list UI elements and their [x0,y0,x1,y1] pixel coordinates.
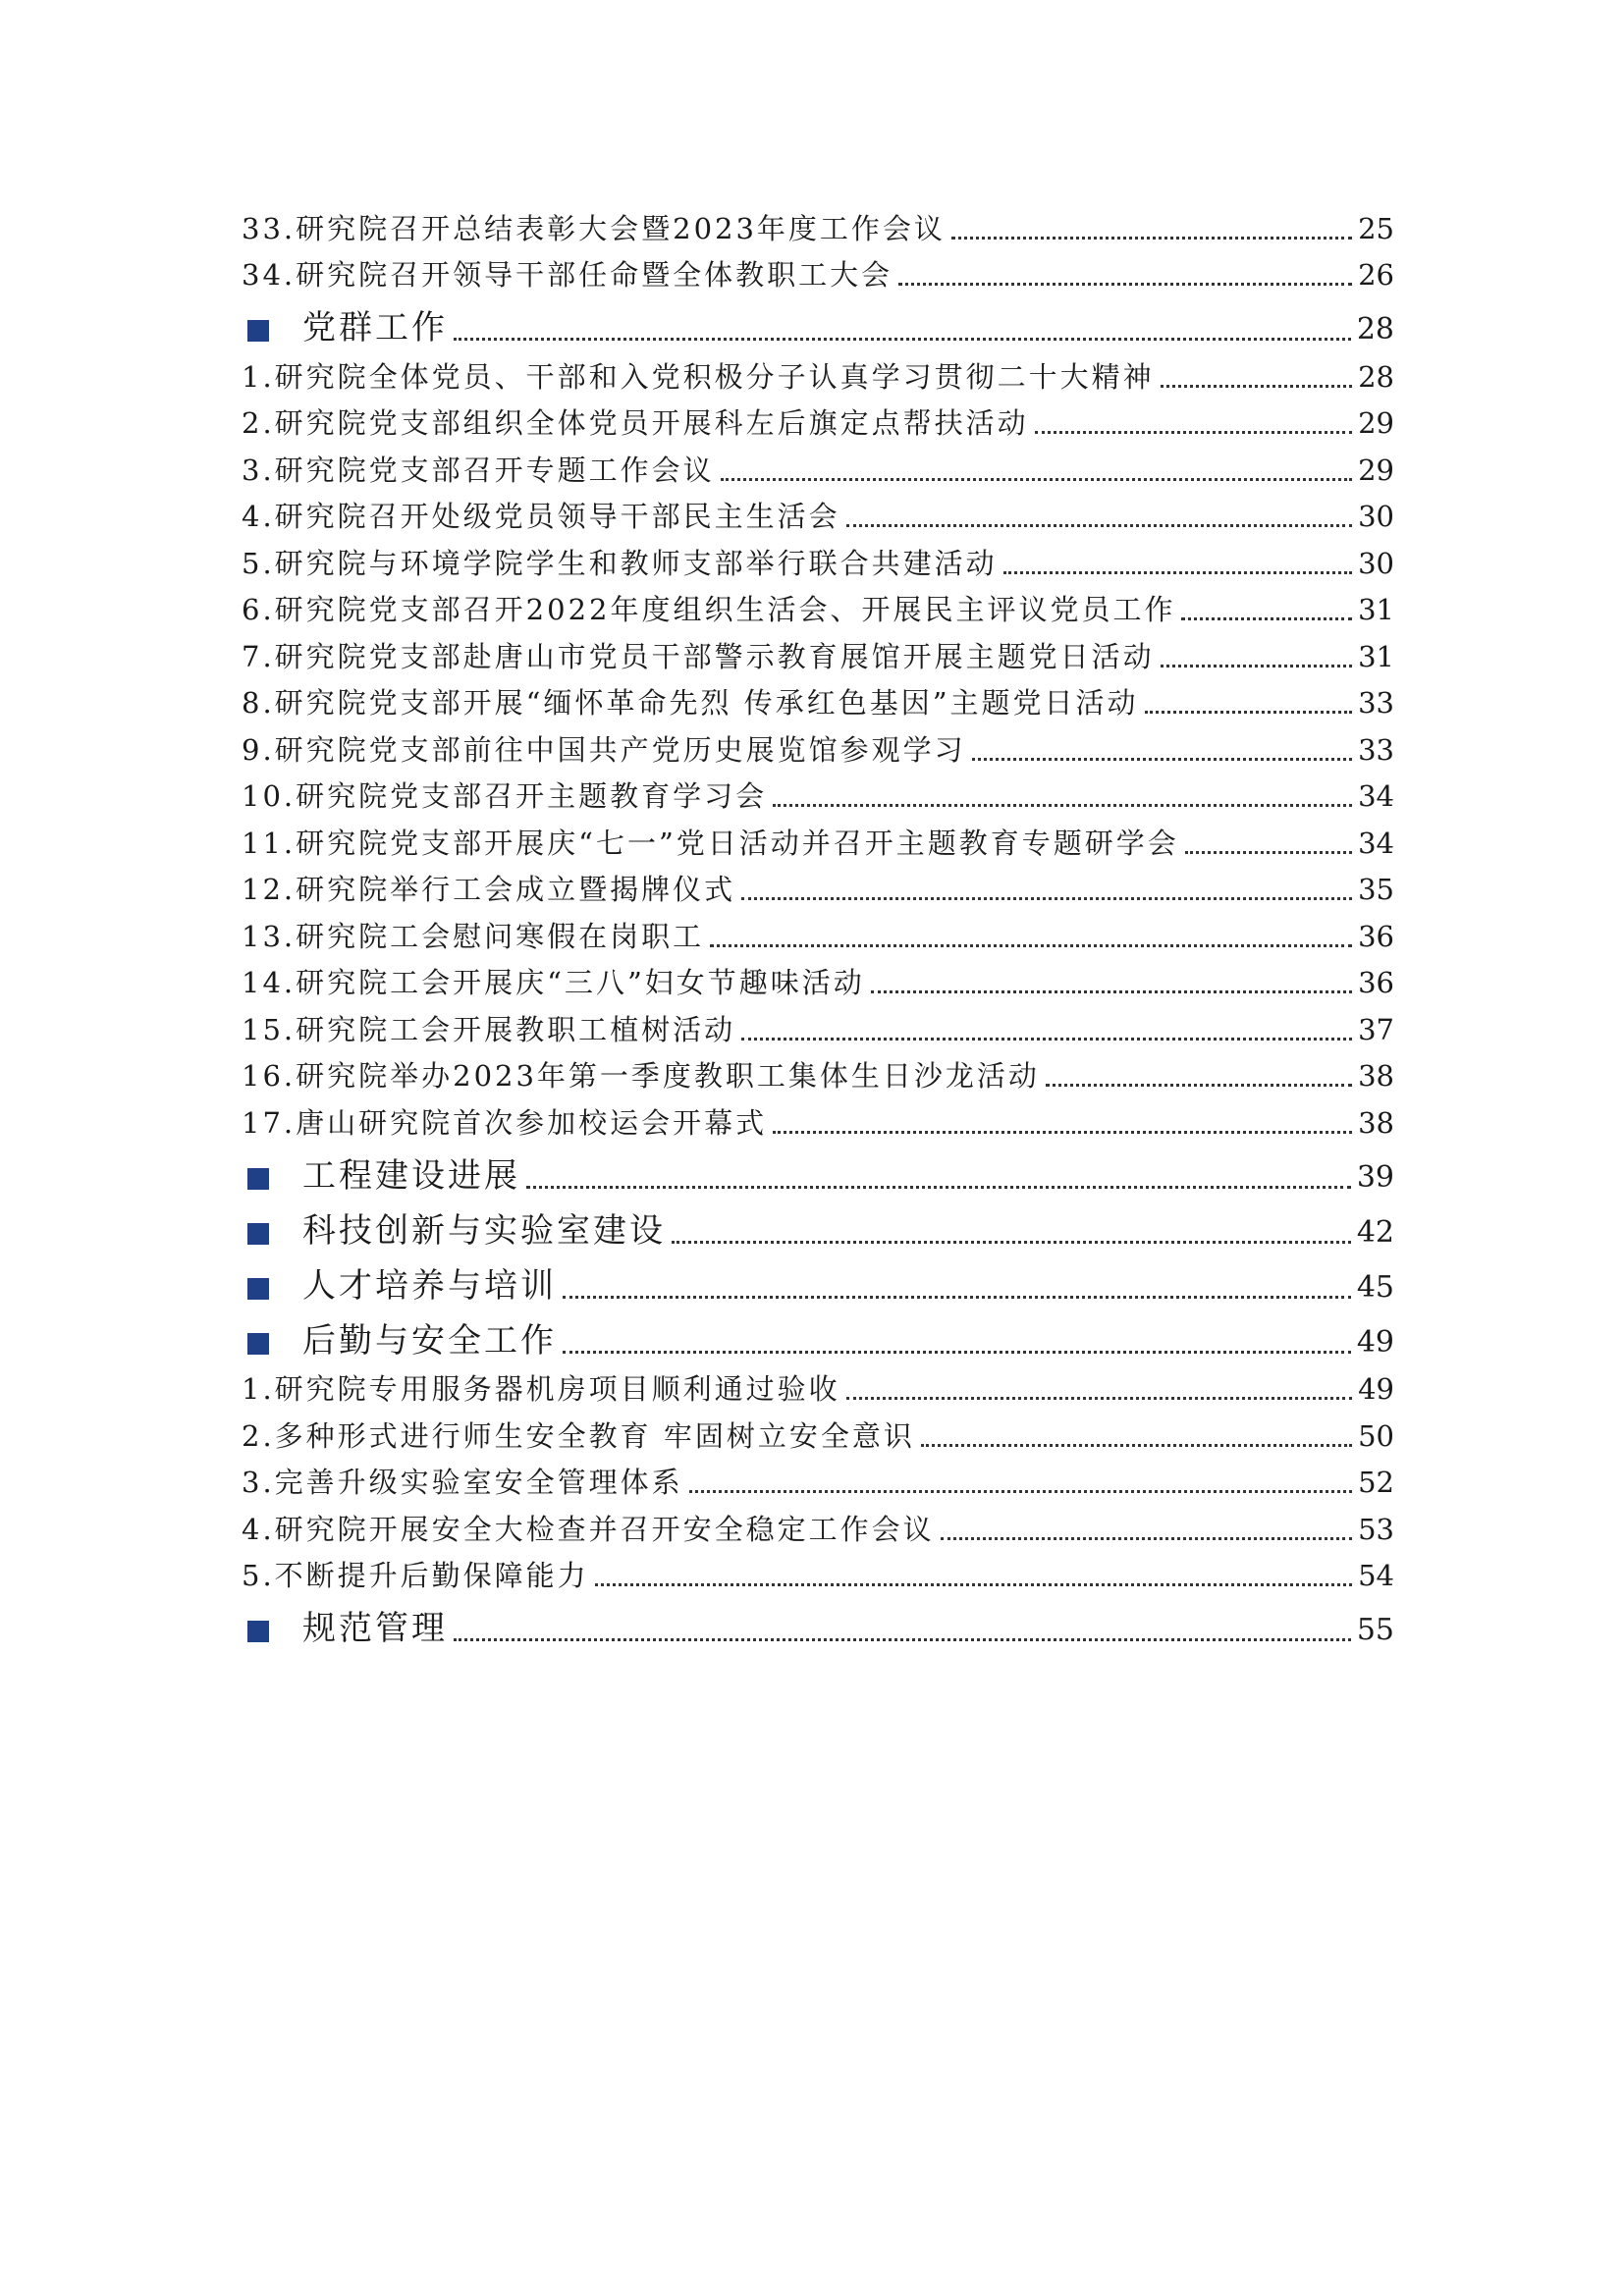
dot-leader [1035,431,1352,434]
dot-leader [951,237,1352,240]
toc-entry-label: 4.研究院召开处级党员领导干部民主生活会 [242,500,840,533]
dot-leader [1185,851,1352,854]
toc-page-number: 28 [1358,359,1394,394]
toc-entry-item[interactable] [242,202,1394,249]
toc-entry-item[interactable] [242,630,1394,677]
toc-entry-item[interactable] [242,910,1394,957]
toc-entry-item[interactable] [242,677,1394,724]
toc-page-number: 34 [1358,779,1394,813]
toc-entry-label: 16.研究院举办2023年第一季度教职工集体生日沙龙活动 [242,1059,1040,1093]
dot-leader [741,897,1352,900]
toc-page-number: 50 [1358,1418,1394,1453]
dot-leader [846,524,1352,527]
toc-entry-label: 4.研究院开展安全大检查并召开安全稳定工作会议 [242,1512,935,1546]
dot-leader [672,1241,1351,1244]
toc-page-number: 28 [1356,312,1394,347]
toc-entry-item[interactable] [242,817,1394,864]
dot-leader [846,1397,1352,1400]
toc-entry-item[interactable] [242,537,1394,584]
toc-page-number: 38 [1358,1059,1394,1093]
toc-entry-label: 13.研究院工会慰问寒假在岗职工 [242,919,705,953]
square-bullet-icon [247,320,269,342]
toc-page-number: 31 [1358,593,1394,626]
toc-page-number: 49 [1356,1324,1394,1360]
toc-entry-item[interactable] [242,491,1394,538]
toc-entry-item[interactable] [242,864,1394,911]
table-of-contents [242,202,1394,1651]
toc-entry-label: 15.研究院工会开展教职工植树活动 [242,1012,736,1046]
toc-entry-label: 1.研究院专用服务器机房项目顺利通过验收 [242,1372,840,1406]
toc-page-number: 30 [1358,500,1394,533]
toc-section-heading[interactable] [242,1199,1394,1254]
toc-page-number: 39 [1356,1159,1394,1195]
dot-leader [1161,665,1352,667]
toc-entry-label: 11.研究院党支部开展庆“七一”党日活动并召开主题教育专题研学会 [242,826,1179,860]
dot-leader [563,1296,1351,1299]
toc-entry-label: 6.研究院党支部召开2022年度组织生活会、开展民主评议党员工作 [242,593,1176,626]
toc-entry-item[interactable] [242,1363,1394,1411]
toc-entry-label: 1.研究院全体党员、干部和入党积极分子认真学习贯彻二十大精神 [242,359,1155,394]
toc-page-number: 38 [1358,1105,1394,1140]
dot-leader [1046,1084,1352,1087]
toc-entry-label: 5.不断提升后勤保障能力 [242,1559,589,1592]
dot-leader [1003,571,1352,574]
toc-page-number: 31 [1358,639,1394,673]
toc-section-label: 党群工作 [302,308,448,347]
dot-leader [454,338,1351,341]
toc-section-label: 工程建设进展 [302,1155,520,1196]
toc-entry-item[interactable] [242,249,1394,296]
dot-leader [1181,617,1352,620]
toc-entry-label: 10.研究院党支部召开主题教育学习会 [242,779,768,813]
toc-page-number: 26 [1358,258,1394,292]
toc-page-number: 37 [1358,1012,1394,1046]
toc-page-number: 29 [1358,453,1394,487]
toc-page-number: 49 [1358,1372,1394,1406]
toc-section-heading[interactable] [242,1308,1394,1363]
square-bullet-icon [247,1223,269,1245]
dot-leader [595,1583,1352,1586]
toc-entry-label: 3.完善升级实验室安全管理体系 [242,1466,683,1499]
toc-section-label: 规范管理 [302,1609,448,1648]
toc-section-label: 人才培养与培训 [302,1265,557,1306]
toc-entry-label: 2.多种形式进行师生安全教育 牢固树立安全意识 [242,1418,915,1453]
square-bullet-icon [247,1168,269,1190]
toc-page-number: 33 [1358,732,1394,767]
toc-entry-item[interactable] [242,1457,1394,1504]
dot-leader [454,1638,1351,1641]
toc-page-number: 25 [1358,211,1394,245]
toc-page-number: 36 [1358,966,1394,999]
toc-section-heading[interactable] [242,295,1394,350]
dot-leader [921,1444,1352,1447]
dot-leader [563,1351,1351,1354]
toc-page-number: 42 [1356,1214,1394,1250]
toc-page-number: 33 [1358,686,1394,720]
toc-section-label: 后勤与安全工作 [302,1320,557,1361]
toc-entry-label: 34.研究院召开领导干部任命暨全体教职工大会 [242,258,893,292]
toc-page-number: 52 [1358,1466,1394,1499]
dot-leader [721,478,1352,481]
dot-leader [773,804,1352,807]
toc-entry-label: 33.研究院召开总结表彰大会暨2023年度工作会议 [242,211,946,245]
toc-page-number: 35 [1358,873,1394,906]
dot-leader [710,944,1352,947]
dot-leader [1161,385,1352,388]
toc-entry-label: 14.研究院工会开展庆“三八”妇女节趣味活动 [242,966,865,999]
toc-page-number: 30 [1358,546,1394,580]
dot-leader [972,758,1352,761]
square-bullet-icon [247,1621,269,1642]
toc-entry-item[interactable] [242,723,1394,771]
toc-page-number: 29 [1358,406,1394,440]
dot-leader [871,990,1352,993]
dot-leader [741,1038,1352,1041]
toc-entry-label: 17.唐山研究院首次参加校运会开幕式 [242,1105,768,1140]
toc-entry-label: 8.研究院党支部开展“缅怀革命先烈 传承红色基因”主题党日活动 [242,686,1139,720]
toc-page-number: 54 [1358,1559,1394,1592]
toc-section-heading[interactable] [242,1596,1394,1651]
dot-leader [941,1537,1352,1540]
dot-leader [773,1131,1352,1134]
toc-entry-label: 5.研究院与环境学院学生和教师支部举行联合共建活动 [242,546,998,580]
square-bullet-icon [247,1333,269,1355]
dot-leader [1145,711,1353,714]
toc-entry-item[interactable] [242,1550,1394,1597]
toc-entry-item[interactable] [242,1050,1394,1097]
toc-section-label: 科技创新与实验室建设 [302,1210,666,1251]
toc-section-heading[interactable] [242,1144,1394,1199]
square-bullet-icon [247,1278,269,1300]
toc-entry-item[interactable] [242,444,1394,491]
toc-page-number: 55 [1356,1613,1394,1647]
toc-section-heading[interactable] [242,1254,1394,1308]
toc-page-number: 34 [1358,826,1394,860]
toc-entry-label: 12.研究院举行工会成立暨揭牌仪式 [242,873,736,906]
toc-entry-item[interactable] [242,1503,1394,1550]
toc-entry-item[interactable] [242,771,1394,818]
toc-entry-item[interactable] [242,584,1394,631]
toc-entry-item[interactable] [242,350,1394,398]
toc-entry-item[interactable] [242,398,1394,445]
toc-page-number: 36 [1358,919,1394,953]
dot-leader [526,1186,1351,1189]
toc-entry-item[interactable] [242,1003,1394,1050]
toc-entry-item[interactable] [242,1096,1394,1144]
toc-entry-item[interactable] [242,957,1394,1004]
toc-entry-label: 2.研究院党支部组织全体党员开展科左后旗定点帮扶活动 [242,406,1029,440]
toc-entry-label: 3.研究院党支部召开专题工作会议 [242,453,715,487]
toc-page-number: 45 [1356,1269,1394,1305]
toc-entry-label: 9.研究院党支部前往中国共产党历史展览馆参观学习 [242,732,966,767]
toc-entry-item[interactable] [242,1410,1394,1457]
dot-leader [898,283,1352,286]
dot-leader [689,1490,1352,1493]
toc-entry-label: 7.研究院党支部赴唐山市党员干部警示教育展馆开展主题党日活动 [242,639,1155,673]
toc-page-number: 53 [1358,1512,1394,1546]
